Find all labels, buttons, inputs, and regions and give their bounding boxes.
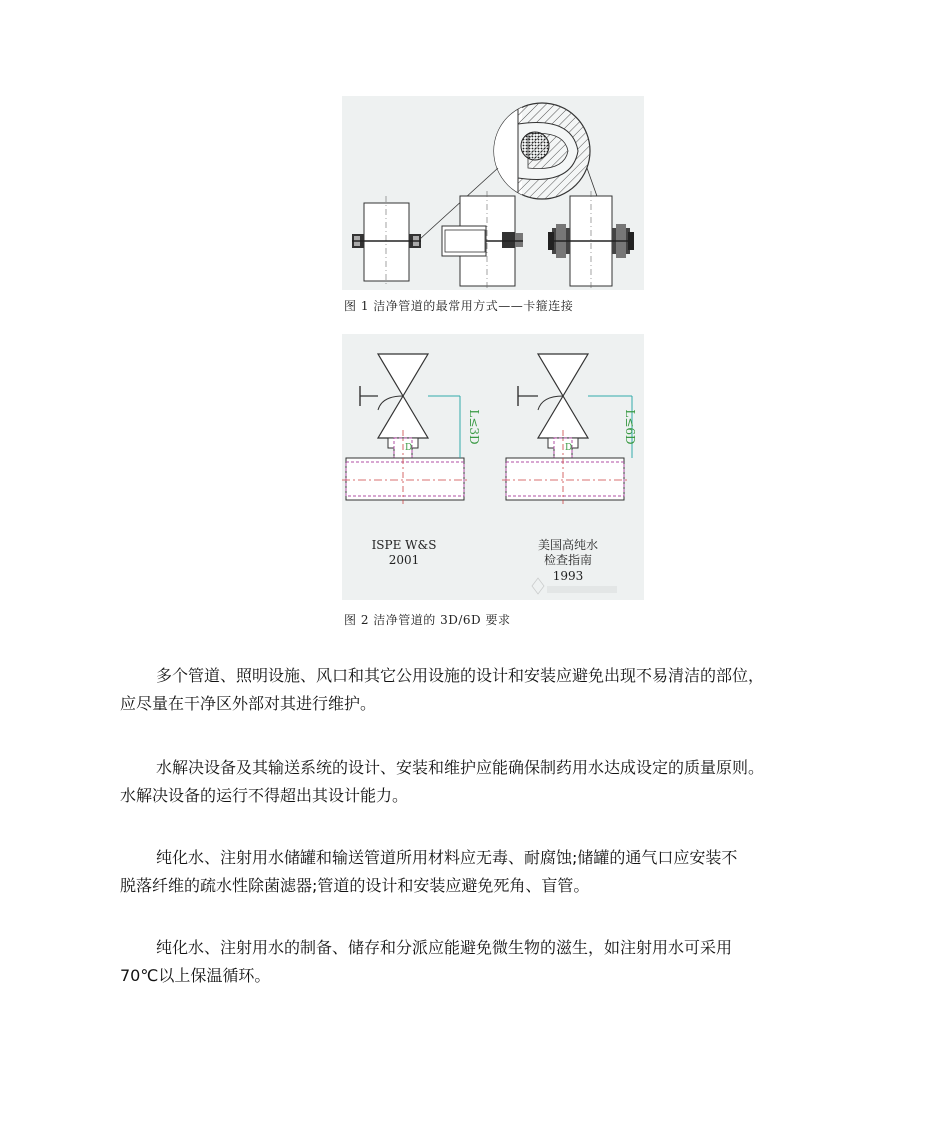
- valve-right: [502, 354, 637, 504]
- paragraph-2-line-2: 水解决设备的运行不得超出其设计能力。: [120, 786, 409, 805]
- valve-left: [342, 354, 481, 504]
- paragraph-4: [120, 934, 840, 990]
- figure-2-3d-6d: [342, 334, 644, 600]
- dim-right-label: L≤6D: [623, 409, 637, 445]
- clamp-connection-drawing: [342, 96, 644, 290]
- paragraph-2-line-1: 水解决设备及其输送系统的设计、安装和维护应能确保制药用水达成设定的质量原则。: [156, 758, 765, 777]
- pipe-mark-left: D: [405, 443, 413, 453]
- pipe-clamp-2: [442, 191, 523, 290]
- magnified-detail: [494, 103, 592, 199]
- left-source-year: 2001: [388, 553, 420, 567]
- right-source-year: 1993: [552, 569, 584, 583]
- paragraph-1-line-2: 应尽量在干净区外部对其进行维护。: [120, 694, 377, 713]
- paragraph-3: [120, 844, 840, 900]
- paragraph-3-line-2: 脱落纤维的疏水性除菌滤器;管道的设计和安装应避免死角、盲管。: [120, 876, 590, 895]
- dead-leg-drawing: [342, 334, 644, 600]
- paragraph-3-line-1: 纯化水、注射用水储罐和输送管道所用材料应无毒、耐腐蚀;储罐的通气口应安装不: [156, 848, 738, 867]
- dim-left-label: L≤3D: [467, 409, 481, 445]
- paragraph-4-line-2: 70℃以上保温循环。: [120, 966, 271, 985]
- right-source-title-1: 美国高纯水: [537, 538, 599, 552]
- pipe-clamp-1: [352, 196, 421, 286]
- paragraph-4-line-1: 纯化水、注射用水的制备、储存和分派应能避免微生物的滋生，如注射用水可采用: [156, 938, 733, 957]
- figure-1-caption: 图 1 洁净管道的最常用方式——卡箍连接: [344, 299, 574, 313]
- figure-2-caption: 图 2 洁净管道的 3D/6D 要求: [344, 613, 511, 627]
- pipe-clamp-3: [548, 191, 634, 290]
- pipe-mark-right: D: [565, 443, 573, 453]
- paragraph-2: [120, 754, 840, 810]
- left-source-title: ISPE W&S: [371, 538, 437, 552]
- right-source-title-2: 检查指南: [543, 553, 593, 567]
- paragraph-1-line-1: 多个管道、照明设施、风口和其它公用设施的设计和安装应避免出现不易清洁的部位，: [156, 666, 765, 685]
- figure-1-clamp-connection: [342, 96, 644, 290]
- paragraph-1: [120, 662, 840, 718]
